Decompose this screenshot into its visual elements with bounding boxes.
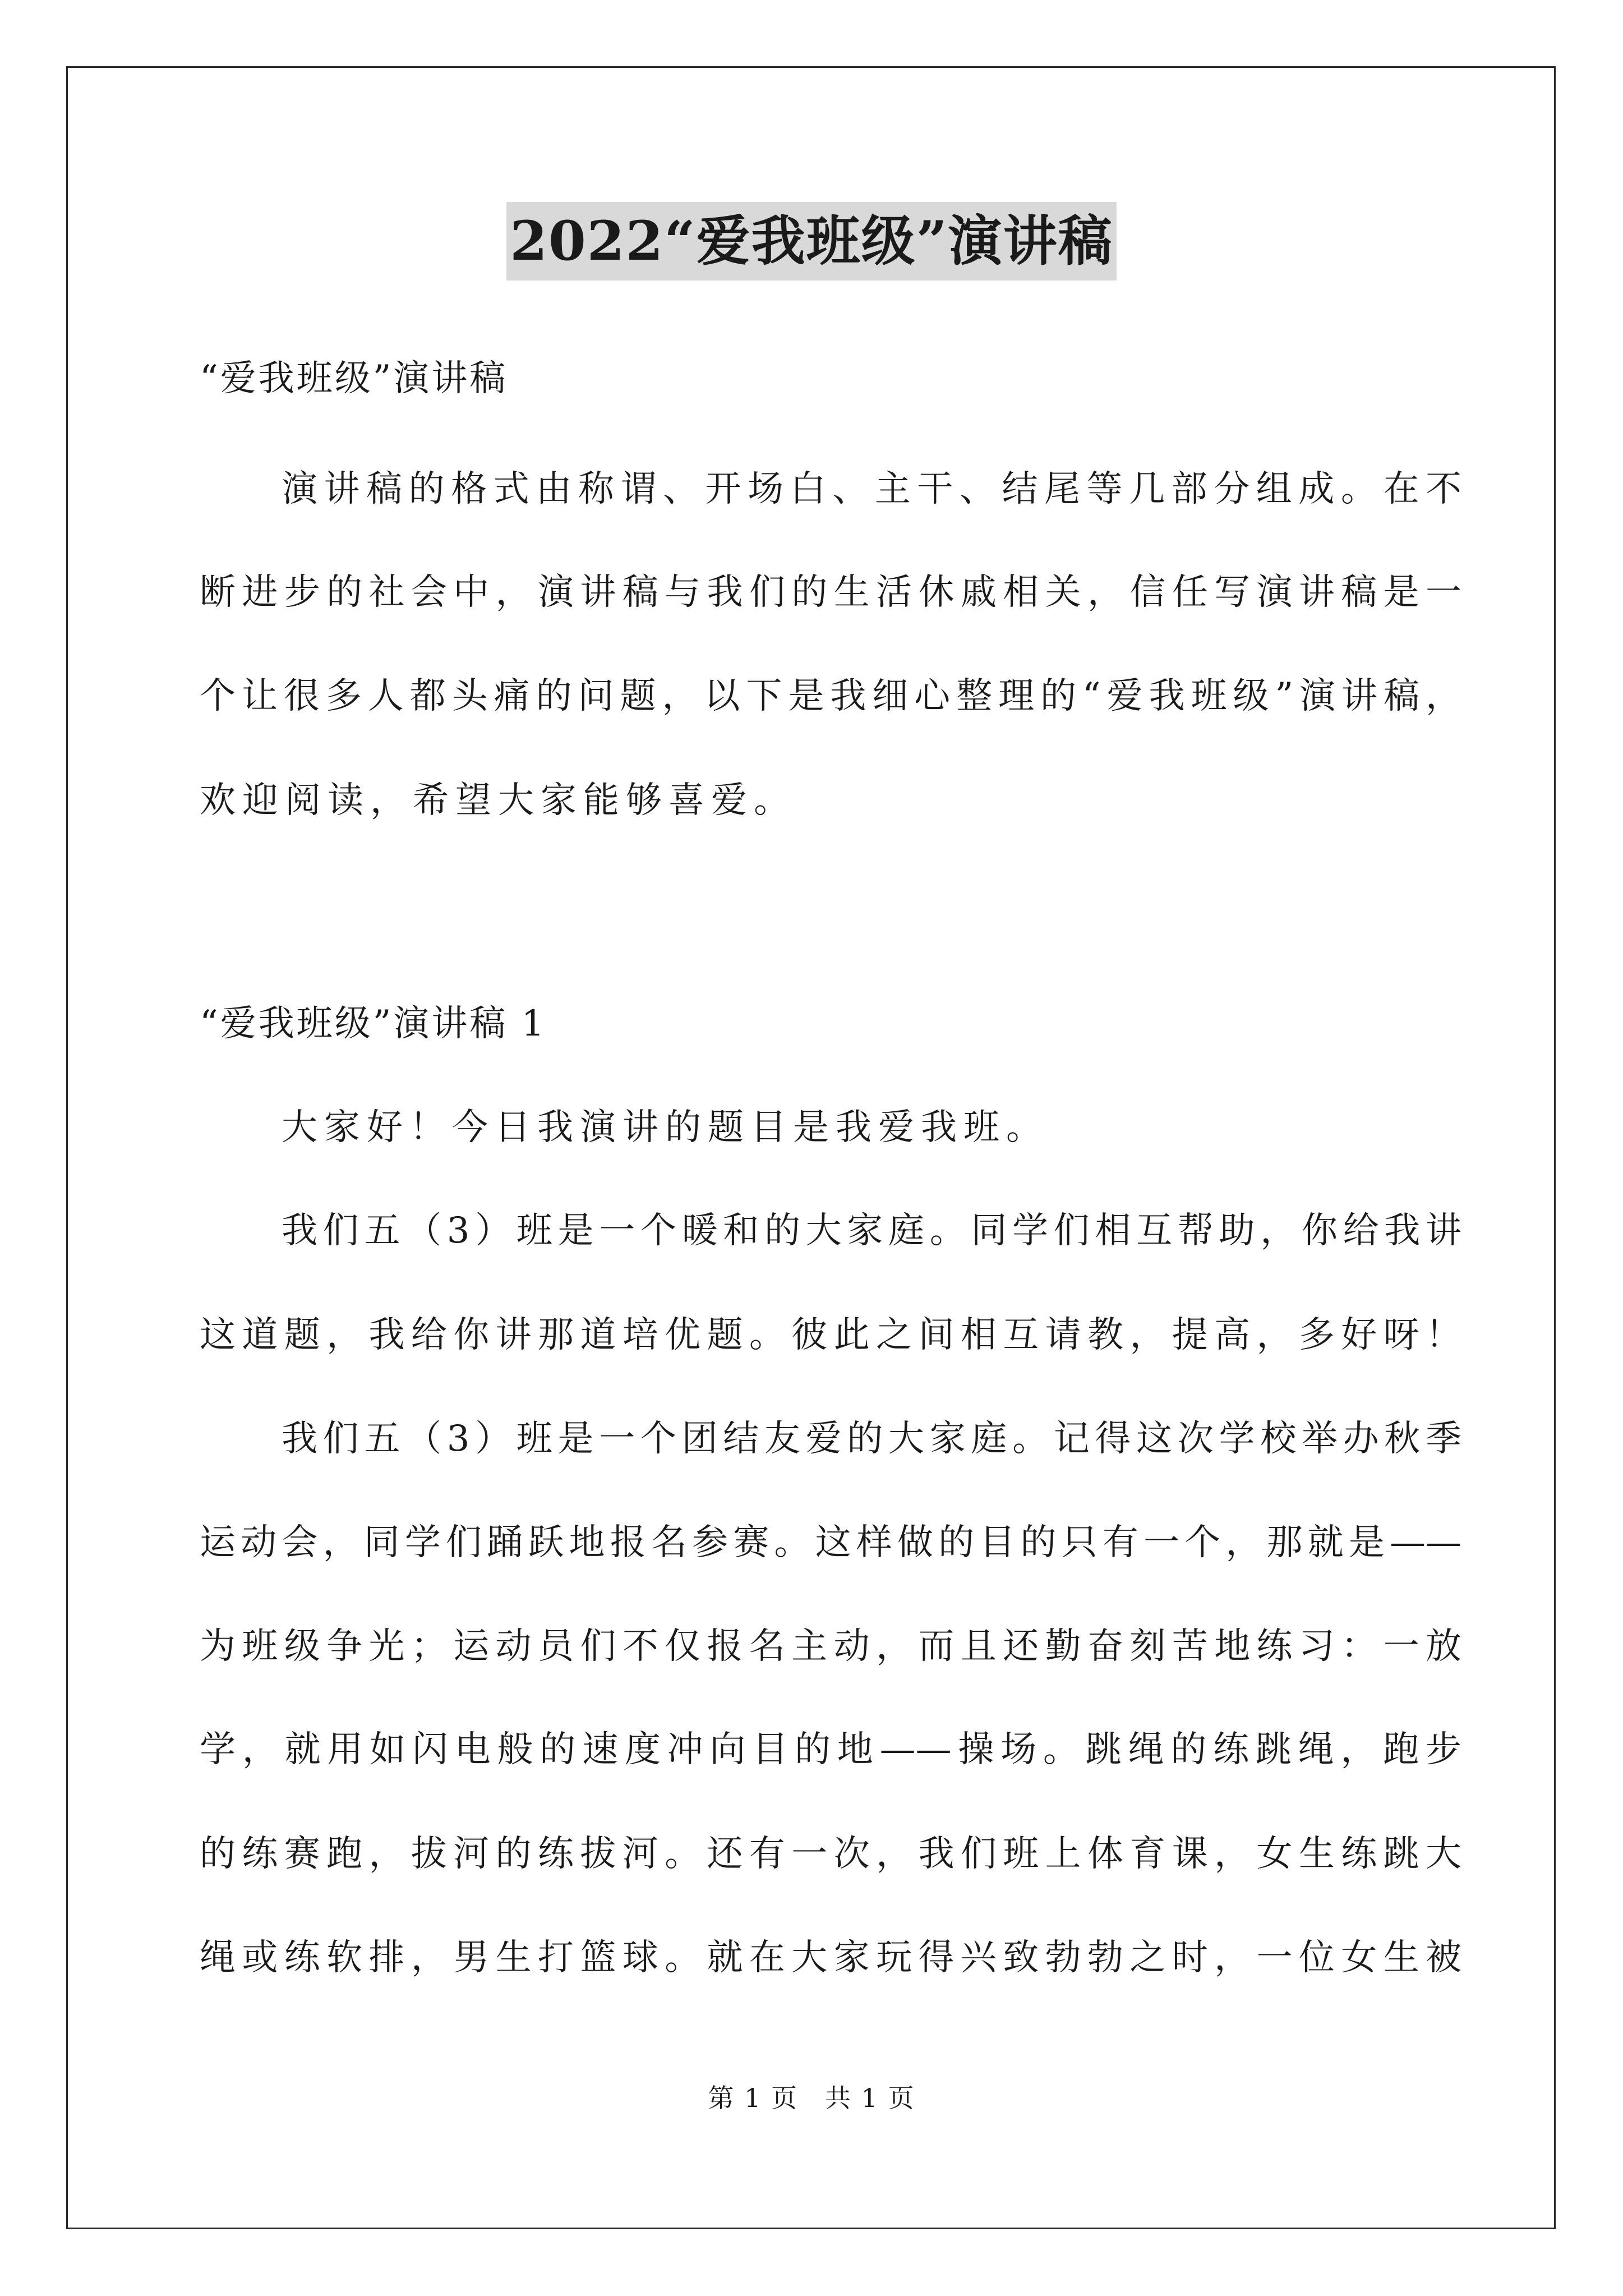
section-line-6: 为班级争光；运动员们不仅报名主动，而且还勤奋刻苦地练习：一放 [200, 1626, 1461, 1667]
page-footer: 第 1 页 共 1 页 [708, 2083, 915, 2113]
intro-line-1: 演讲稿的格式由称谓、开场白、主干、结尾等几部分组成。在不 [282, 468, 1461, 510]
section-line-9: 绳或练软排，男生打篮球。就在大家玩得兴致勃勃之时，一位女生被 [200, 1937, 1461, 1978]
intro-line-4: 欢迎阅读，希望大家能够喜爱。 [200, 780, 796, 821]
section-line-5: 运动会，同学们踊跃地报名参赛。这样做的目的只有一个，那就是—— [200, 1522, 1461, 1563]
title-container [0, 202, 1623, 280]
section-line-4: 我们五（3）班是一个团结友爱的大家庭。记得这次学校举办秋季 [282, 1418, 1461, 1460]
section-line-3: 这道题，我给你讲那道培优题。彼此之间相互请教，提高，多好呀！ [200, 1314, 1461, 1356]
intro-heading: “爱我班级”演讲稿 [200, 358, 508, 399]
section-line-2: 我们五（3）班是一个暖和的大家庭。同学们相互帮助，你给我讲 [282, 1210, 1461, 1251]
section-line-7: 学，就用如闪电般的速度冲向目的地——操场。跳绳的练跳绳，跑步 [200, 1729, 1461, 1770]
intro-line-3: 个让很多人都头痛的问题，以下是我细心整理的“爱我班级”演讲稿， [200, 675, 1461, 717]
document-title: 2022“爱我班级”演讲稿 [506, 202, 1117, 280]
section-line-1: 大家好！今日我演讲的题目是我爱我班。 [282, 1107, 1049, 1148]
section-line-8: 的练赛跑，拔河的练拔河。还有一次，我们班上体育课，女生练跳大 [200, 1833, 1461, 1875]
intro-line-2: 断进步的社会中，演讲稿与我们的生活休戚相关，信任写演讲稿是一 [200, 572, 1461, 613]
section-heading: “爱我班级”演讲稿 1 [200, 1003, 547, 1045]
